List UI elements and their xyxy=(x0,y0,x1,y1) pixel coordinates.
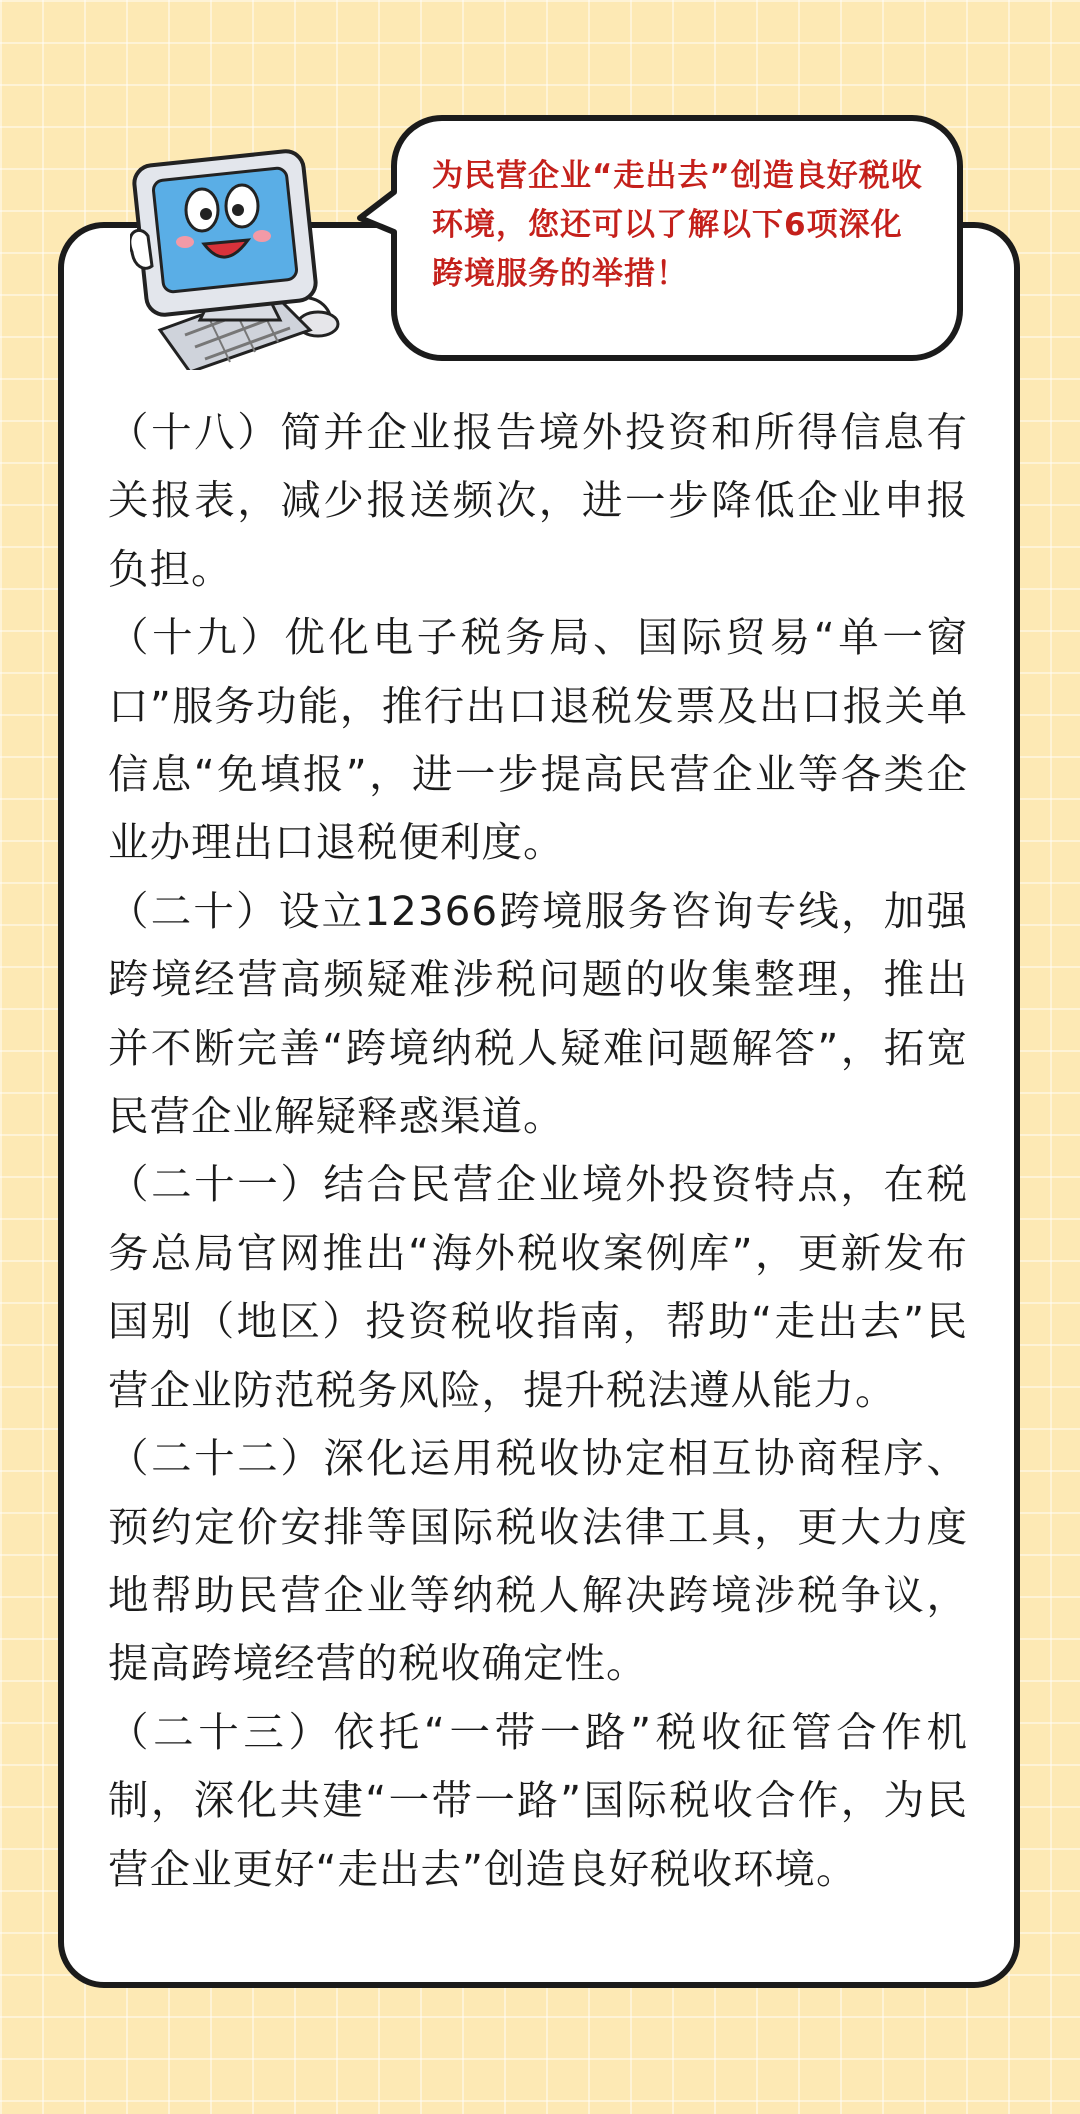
measure-item: （二十一）结合民营企业境外投资特点，在税务总局官网推出“海外税收案例库”，更新发布国别（地区）投资税收指南，帮助“走出去”民营企业防范税务风险，提升税法遵从能力。 xyxy=(108,1160,968,1414)
intro-text: 为民营企业“走出去”创造良好税收环境，您还可以了解以下6项深化跨境服务的举措！ xyxy=(432,158,923,292)
measure-item: （十八）简并企业报告境外投资和所得信息有关报表，减少报送频次，进一步降低企业申报负担。 xyxy=(108,408,968,593)
intro-speech-bubble xyxy=(390,112,964,362)
measure-item: （二十二）深化运用税收协定相互协商程序、预约定价安排等国际税收法律工具，更大力度地帮助民营企业等纳税人解决跨境涉税争议，提高跨境经营的税收确定性。 xyxy=(108,1434,968,1688)
measure-item: （二十）设立12366跨境服务咨询专线，加强跨境经营高频疑难涉税问题的收集整理，推出并不断完善“跨境纳税人疑难问题解答”，拓宽民营企业解疑释惑渠道。 xyxy=(108,886,968,1141)
measure-item: （二十三）依托“一带一路”税收征管合作机制，深化共建“一带一路”国际税收合作，为民营企业更好“走出去”创造良好税收环境。 xyxy=(108,1707,968,1893)
measures-list xyxy=(108,398,968,1903)
computer-mascot-icon xyxy=(130,140,360,370)
measure-item: （十九）优化电子税务局、国际贸易“单一窗口”服务功能，推行出口退税发票及出口报关单信息“免填报”，进一步提高民营企业等各类企业办理出口退税便利度。 xyxy=(108,613,968,867)
